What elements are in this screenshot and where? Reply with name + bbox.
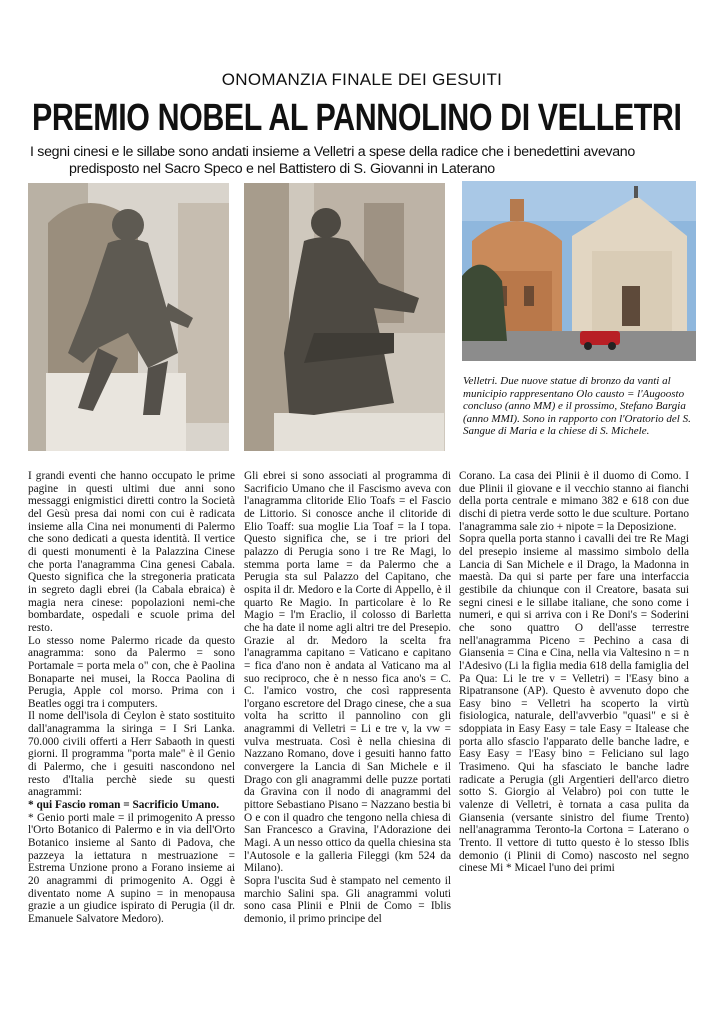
bronze-statue-seated-cleric-icon: [244, 183, 445, 451]
paragraph: Sopra l'uscita Sud è stampato nel cemento il marchio Salini spa. Gli anagrammi voluti sono casa Plinii e Plnii de Como = Iblis demonio, il primo principe del: [244, 875, 451, 925]
article-column-3: [459, 470, 689, 875]
paragraph: Il nome dell'isola di Ceylon è stato sostituito dall'anagramma la siringa = I Sri Lanka. 70.000 civili offerti a Herr Sabaoth in questi giorni. Il programma "porta male" è il Genio di Palermo, che i gesuiti nascondono nel resto d'Italia perchè siede su questi anagrammi:: [28, 710, 235, 799]
subhead: [30, 144, 710, 178]
statue-photo-2: [244, 183, 445, 451]
church-and-baptistery-photo-icon: [462, 181, 696, 361]
statue-photo-1: [28, 183, 229, 451]
photo-caption: Velletri. Due nuove statue di bronzo da vanti al municipio rappresentano Olo causto = l'Augoosto concluso (anno MM) e il prossimo, Stefano Bargia (anno MMI). Sono in rapporto con l'Oratorio del S. Sangue di Maria e la chiese di S. Michele.: [463, 375, 691, 438]
paragraph: Corano. La casa dei Plinii è il duomo di Como. I due Plinii il giovane e il vecchio stanno ai fianchi della porta centrale e mimano 382 e 618 con due dischi di pietra verde sotto le due sculture. Portano l'anagramma sale zio + nipote = la Deposizione.: [459, 470, 689, 533]
headline: PREMIO NOBEL AL PANNOLINO DI VELLETRI: [32, 97, 682, 139]
paragraph: Lo stesso nome Palermo ricade da questo anagramma: sono da Palermo = sono Portamale = porta mela o" con, che è Paolina Bonaparte nei musei, la Rocca Paolina di Perugia, Apple col morso. Prima con i Beatles oggi tra i computers.: [28, 634, 235, 710]
bronze-statue-seated-young-man-icon: [28, 183, 229, 451]
kicker: ONOMANZIA FINALE DEI GESUITI: [221, 70, 503, 89]
article-column-2: [244, 470, 451, 926]
paragraph: Gli ebrei si sono associati al programma di Sacrificio Umano che il Fascismo aveva con l'anagramma clitoride Elio Toafs = el Fascio de Littorio. Si conosce anche il clitoride di Elio Toaff: sua moglie Lia Toaf = la I topa. Questo significa che, se i tre priori del palazzo di Perugia sono i tre Re Magi, lo stemma porta lame = da Palermo che a Perugia sta sul Palazzo del Capitano, che ospita il dr. Medoro e la Corte di Appello, è il quarto Re Magio. In particolare è lo Re Magio = l'm Eraclio, il colosso di Barletta che ha date il nome agli altri tre del Presepio. Grazie al dr. Medoro la scelta fra l'anagramma capitano = Vaticano e capitano = fica d'ano non è andata al Vaticano ma al suo reciproco, che è n nesso fica ano's = C. C. l'amico vostro, che così rappresenta l'organo escretore del Drago cinese, che a sua volta ha scritto il pannolino con gli anagrammi di Velletri = Li e tre v, la vw = vulva mestruata. Così è nella chiesina di Nazzano Romano, dove i gesuiti hanno fatto convergere la Lancia di San Michele e il Drago con gli anagrammi delle puzze portati da Gravina con il nodo di anagrammi del pittore Sebastiano Pisano = Nazzano bestia bi O e con il quadro che tengono nella chiesa di San Francesco a Gravina, l'Adorazione dei Magi. A un nesso ottico da quella chiesina sta l'Autosole e la galleria Fileggi (km 524 da Milano).: [244, 470, 451, 875]
paragraph: Sopra quella porta stanno i cavalli dei tre Re Magi del presepio insieme al massimo simbolo della Lancia di San Michele e il Drago, la Madonna in maestà. Da qui si parte per fare una interfaccia gestibile da chiunque con il Creatore, basata sui segni cinesi e le sillabe italiane, che sono come i numeri, e qui si arriva con i Re Doni's = Soderini che sono quattro O dell'asse terrestre nell'anagramma Piceno = Pechino a casa di Giansenia = Cina e Cina, nella via Valtesino n = n l'Adesivo (Li la figlia media 618 della famiglia del Pa Qua: Li le tre v = Velletri) = l'Easy bino a Ripatransone (AP). Questo è avvenuto dopo che Easy bino = Velletri ha scoperto la virtù fisiologica, naturale, dell'avverbio "quasi" e si è sdoppiata in Easy Easy = tale Easy = Italease che porta allo sfascio l'apparato delle banche ladre, e Easy Easy = l'Easy bino = Feliciano sul lago Trasimeno. Qui ha sfasciato le banche ladre radicate a Perugia (gli Argentieri dell'arco dietro sotto S. Giorgio al Velabro) poi con tutte le valenze di Velletri, è tornata a casa pulita da Giansenia (versante sinistro del fiume Trento) nell'anagramma Teronto-la Cortona = Laterano o Trento. Il vettore di tutto questo è lo stesso Iblis demonio (i Plinii di Como) nascosto nel segno cinese Mi * Micael l'uno dei primi: [459, 533, 689, 875]
paragraph: * qui Fascio roman = Sacrificio Umano.: [28, 799, 220, 812]
subhead-line-2: predisposto nel Sacro Speco e nel Battistero di S. Giovanni in Laterano: [69, 161, 495, 177]
paragraph: I grandi eventi che hanno occupato le prime pagine in questi ultimi due anni sono messaggi enigmistici diretti contro la Società del Gesù presa dai nomi con cui è radicata insieme alla Cina nei monumenti di Palermo che sono dedicati a questa identità. Il vertice di questi monumenti è la Palazzina Cinese che porta l'anagramma Cina genesi Cabala. Questo significa che la stregoneria praticata in segreto dagli ebrei (la Cabala ebraica) è magia nera cinese: popolazioni nemi-che bombardate, ospedali e scuole prima del resto.: [28, 470, 235, 634]
article-column-1: [28, 470, 235, 926]
church-photo: [462, 181, 696, 361]
subhead-line-1: I segni cinesi e le sillabe sono andati insieme a Velletri a spese della radice che i benedettini avevano: [30, 144, 635, 160]
paragraph: * Genio porti male = il primogenito A presso l'Orto Botanico di Palermo e in via dell'Orto Botanico insieme al Santo di Padova, che pazzeya la iettatura n mestruazione = Estrema Unzione prono a Forano insieme ai 20 anagrammi di primogenito A. Oggi è diventato nome A supino = in menopausa grazie a un giudice ispirato di Perugia (il dr. Emanuele Salvatore Medoro).: [28, 811, 235, 925]
